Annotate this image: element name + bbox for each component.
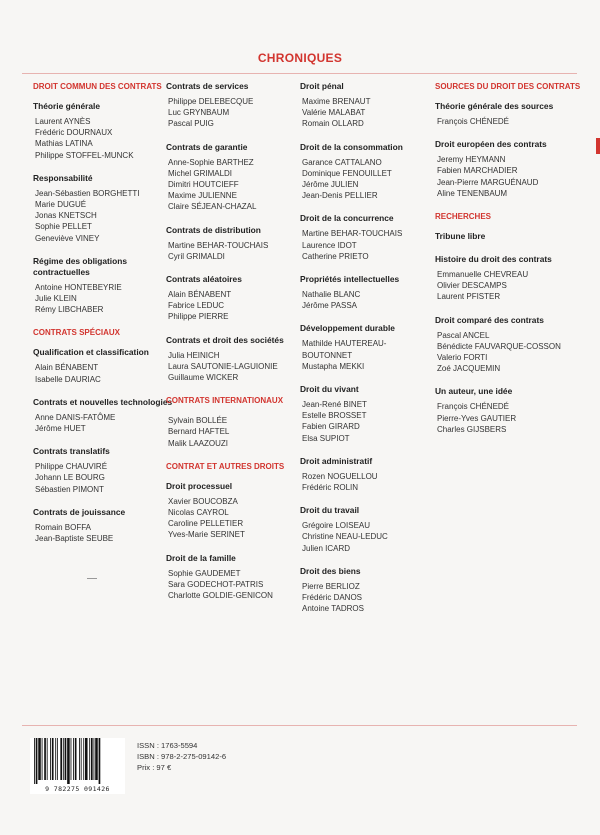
- subsection-heading: Droit du vivant: [300, 384, 359, 395]
- author-name: Estelle BROSSET: [302, 411, 367, 421]
- barcode-bar: [63, 738, 64, 780]
- author-name: François CHÉNEDÉ: [437, 402, 510, 412]
- author-name: Philippe CHAUVIRÉ: [35, 462, 108, 472]
- barcode-bar: [36, 738, 38, 784]
- barcode-bar: [65, 738, 67, 780]
- subsection-heading: Contrats et droit des sociétés: [166, 334, 284, 345]
- bottom-divider: [22, 725, 577, 726]
- author-name: Nicolas CAYROL: [168, 508, 229, 518]
- author-name: Maxime JULIENNE: [168, 191, 237, 201]
- barcode-bar: [99, 738, 101, 784]
- section-block: [435, 254, 585, 303]
- author-name: Rémy LIBCHABER: [35, 305, 104, 315]
- author-name: Valérie MALABAT: [302, 108, 366, 118]
- author-name: Philippe STOFFEL-MUNCK: [35, 150, 134, 160]
- barcode-bar: [73, 738, 74, 780]
- section-block: [300, 566, 450, 615]
- subsection-heading: Régime des obligations contractuelles: [33, 255, 128, 277]
- author-name: Sophie GAUDEMET: [168, 568, 241, 578]
- author-name: Antoine HONTEBEYRIE: [35, 282, 122, 292]
- author-name: Garance CATTALANO: [302, 157, 382, 167]
- barcode-bar: [50, 738, 51, 780]
- author-name: Marie DUGUÉ: [35, 200, 87, 210]
- barcode-bar: [85, 738, 88, 780]
- author-name: Charlotte GOLDIE-GENICON: [168, 591, 273, 601]
- author-name: Jean-Pierre MARGUÉNAUD: [437, 177, 539, 187]
- author-name: Jonas KNETSCH: [35, 211, 97, 221]
- edge-marker: [596, 138, 600, 154]
- section-heading: CONTRATS INTERNATIONAUX: [166, 396, 284, 406]
- author-name: Guillaume WICKER: [168, 373, 239, 383]
- section-block: [33, 397, 183, 434]
- subsection-heading: Tribune libre: [435, 231, 486, 242]
- author-name: Pierre BERLIOZ: [302, 581, 360, 591]
- subsection-heading: Qualification et classification: [33, 347, 149, 358]
- section-block: [33, 81, 183, 93]
- section-block: [166, 553, 316, 602]
- author-name: Malik LAAZOUZI: [168, 438, 229, 448]
- author-name: Maxime BRENAUT: [302, 97, 371, 106]
- author-name: Claire SÉJEAN-CHAZAL: [168, 202, 257, 212]
- isbn-text: ISBN : 978-2-275-09142-6: [137, 752, 227, 761]
- author-name: Cyril GRIMALDI: [168, 251, 225, 261]
- author-name: Jérôme JULIEN: [302, 180, 359, 190]
- author-name: Luc GRYNBAUM: [168, 108, 230, 118]
- author-name: Zoé JACQUEMIN: [437, 364, 501, 374]
- author-name: Xavier BOUCOBZA: [168, 496, 238, 506]
- author-name: Grégoire LOISEAU: [302, 521, 371, 531]
- author-name: Alain BÉNABENT: [35, 363, 99, 373]
- subsection-heading: Droit processuel: [166, 480, 233, 491]
- barcode-bar: [42, 738, 43, 780]
- author-name: Jean-Denis PELLIER: [302, 191, 378, 201]
- author-name: Sophie PELLET: [35, 222, 92, 232]
- author-name: Laura SAUTONIE-LAGUIONIE: [168, 361, 278, 371]
- subsection-heading: Responsabilité: [33, 172, 93, 183]
- author-name: Jean-René BINET: [302, 400, 367, 410]
- barcode-bar: [91, 738, 93, 780]
- barcode-bar: [34, 738, 35, 784]
- barcode-bar: [83, 738, 84, 780]
- subsection-heading: Droit de la consommation: [300, 141, 403, 152]
- section-block: [33, 101, 183, 161]
- barcode-bar: [47, 738, 48, 780]
- subsection-heading: Théorie générale des sources: [435, 101, 554, 111]
- author-name: Bénédicte FAUVARQUE-COSSON: [437, 341, 561, 351]
- subsection-heading: Contrats aléatoires: [166, 274, 242, 285]
- subsection-heading: Contrats translatifs: [33, 446, 110, 457]
- author-name: Valerio FORTI: [437, 353, 488, 363]
- author-name: Pascal PUIG: [168, 119, 214, 129]
- author-name: Bernard HAFTEL: [168, 427, 230, 437]
- section-block: [300, 456, 450, 493]
- author-name: Laurent AYNÈS: [35, 117, 91, 126]
- author-name: Mustapha MEKKI: [302, 361, 365, 371]
- section-block: [166, 481, 316, 541]
- barcode-bar: [38, 738, 41, 780]
- separator-dash: [87, 578, 97, 579]
- section-block: [33, 347, 183, 384]
- subsection-heading: Un auteur, une idée: [435, 386, 513, 397]
- column-3: [300, 81, 450, 626]
- section-block: [33, 256, 183, 316]
- author-name: Johann LE BOURG: [35, 473, 105, 483]
- author-name: Laurence IDOT: [302, 240, 357, 250]
- section-block: [300, 81, 450, 130]
- author-name: Sara GODECHOT-PATRIS: [168, 579, 264, 589]
- section-block: [300, 384, 450, 444]
- subsection-heading: Théorie générale: [33, 101, 101, 111]
- section-block: [300, 274, 450, 311]
- subsection-heading: Droit des biens: [300, 565, 361, 576]
- subsection-heading: Histoire du droit des contrats: [435, 254, 552, 265]
- barcode-bar: [89, 738, 90, 780]
- barcode-bar: [71, 738, 72, 780]
- section-block: [435, 139, 585, 199]
- author-name: Sylvain BOLLÉE: [168, 416, 228, 426]
- section-block: [435, 315, 585, 375]
- section-heading: RECHERCHES: [435, 212, 492, 222]
- barcode-bar: [60, 738, 62, 780]
- section-block: [300, 142, 450, 202]
- author-name: Caroline PELLETIER: [168, 519, 244, 529]
- author-name: BOUTONNET: [302, 350, 353, 360]
- section-block: [435, 231, 585, 242]
- author-name: Elsa SUPIOT: [302, 433, 350, 443]
- section-block: [435, 386, 585, 435]
- section-block: [166, 225, 316, 262]
- page-title: CHRONIQUES: [257, 51, 343, 65]
- column-4: [435, 81, 585, 447]
- section-heading: CONTRATS SPÉCIAUX: [33, 328, 120, 338]
- author-name: Frédéric DANOS: [302, 593, 363, 603]
- author-name: Nathalie BLANC: [302, 290, 361, 300]
- subsection-heading: Droit de la famille: [166, 552, 236, 563]
- section-heading: DROIT COMMUN DES CONTRATS: [33, 82, 162, 91]
- author-name: Michel GRIMALDI: [168, 168, 233, 178]
- section-block: [300, 505, 450, 554]
- barcode-bar: [67, 738, 70, 784]
- author-name: Jean-Sébastien BORGHETTI: [35, 188, 140, 198]
- column-2: [166, 81, 316, 613]
- author-name: Yves-Marie SERINET: [168, 530, 245, 540]
- author-name: Mathilde HAUTEREAU-: [302, 339, 387, 349]
- section-block: [33, 173, 183, 244]
- author-name: Philippe DELEBECQUE: [168, 97, 254, 106]
- section-block: [166, 461, 316, 473]
- author-name: Christine NEAU-LEDUC: [302, 532, 388, 542]
- section-block: [435, 211, 585, 223]
- issn-text: ISSN : 1763-5594: [137, 741, 198, 750]
- author-name: Jérôme PASSA: [302, 301, 357, 311]
- barcode-bar: [75, 738, 77, 780]
- barcode-bar: [81, 738, 82, 780]
- top-divider: [22, 73, 577, 74]
- section-block: [33, 327, 183, 339]
- author-name: Alain BÉNABENT: [168, 290, 232, 300]
- subsection-heading: Droit pénal: [300, 81, 344, 91]
- section-block: [166, 335, 316, 384]
- author-name: Pascal ANCEL: [437, 330, 490, 340]
- author-name: Emmanuelle CHEVREAU: [437, 270, 529, 280]
- author-name: Frédéric ROLIN: [302, 483, 359, 493]
- subsection-heading: Propriétés intellectuelles: [300, 274, 400, 285]
- barcode-bar: [57, 738, 58, 780]
- author-name: Martine BEHAR-TOUCHAIS: [168, 240, 269, 250]
- price-text: Prix : 97 €: [137, 763, 172, 772]
- author-name: Rozen NOGUELLOU: [302, 471, 378, 481]
- author-name: Jérôme HUET: [35, 424, 86, 434]
- author-name: Anne-Sophie BARTHEZ: [168, 157, 254, 167]
- author-name: Martine BEHAR-TOUCHAIS: [302, 229, 403, 239]
- author-name: François CHÉNEDÉ: [437, 117, 510, 126]
- subsection-heading: Contrats de services: [166, 81, 249, 91]
- author-name: Dimitri HOUTCIEFF: [168, 180, 239, 190]
- author-name: Jeremy HEYMANN: [437, 155, 506, 165]
- subsection-heading: Contrats de distribution: [166, 224, 261, 235]
- author-name: Julien ICARD: [302, 543, 351, 553]
- section-block: [166, 81, 316, 130]
- subsection-heading: Droit du travail: [300, 505, 360, 516]
- subsection-heading: Droit européen des contrats: [435, 139, 547, 150]
- section-block: [300, 323, 450, 372]
- author-name: Fabien GIRARD: [302, 422, 360, 432]
- author-name: Julie KLEIN: [35, 294, 77, 304]
- author-name: Antoine TADROS: [302, 604, 364, 614]
- barcode-bars: [32, 738, 123, 784]
- barcode-bar: [52, 738, 54, 780]
- subsection-heading: Contrats de jouissance: [33, 506, 126, 517]
- author-name: Romain OLLARD: [302, 119, 364, 129]
- author-name: Frédéric DOURNAUX: [35, 128, 113, 138]
- barcode-bar: [55, 738, 56, 780]
- publication-info: [137, 740, 226, 773]
- barcode-bar: [44, 738, 46, 780]
- author-name: Geneviève VINEY: [35, 233, 100, 243]
- author-name: Pierre-Yves GAUTIER: [437, 413, 517, 423]
- author-name: Laurent PFISTER: [437, 292, 501, 302]
- subsection-heading: Droit de la concurrence: [300, 213, 394, 224]
- author-name: Fabien MARCHADIER: [437, 166, 518, 176]
- section-block: [435, 81, 585, 93]
- section-heading: SOURCES DU DROIT DES CONTRATS: [435, 82, 581, 91]
- subsection-heading: Droit administratif: [300, 455, 373, 466]
- author-name: Mathias LATINA: [35, 139, 93, 149]
- barcode-bar: [94, 738, 95, 780]
- author-name: Romain BOFFA: [35, 522, 92, 532]
- author-name: Jean-Baptiste SEUBE: [35, 534, 114, 544]
- section-heading: CONTRAT ET AUTRES DROITS: [166, 461, 285, 471]
- author-name: Dominique FENOUILLET: [302, 168, 392, 178]
- section-block: [435, 101, 585, 127]
- barcode: [30, 738, 125, 794]
- author-name: Aline TENENBAUM: [437, 188, 508, 198]
- section-block: [33, 507, 183, 544]
- author-name: Philippe PIERRE: [168, 312, 229, 322]
- subsection-heading: Contrats et nouvelles technologies: [33, 396, 173, 407]
- author-name: Catherine PRIETO: [302, 251, 369, 261]
- section-block: [166, 395, 316, 449]
- barcode-bar: [95, 738, 98, 780]
- barcode-bar: [79, 738, 80, 780]
- author-name: Charles GIJSBERS: [437, 424, 507, 434]
- section-block: [166, 142, 316, 213]
- section-block: [300, 213, 450, 262]
- barcode-digits: 9 782275 091426: [45, 785, 110, 793]
- subsection-heading: Contrats de garantie: [166, 141, 248, 152]
- author-name: Anne DANIS-FATÔME: [35, 412, 116, 422]
- author-name: Julia HEINICH: [168, 350, 220, 360]
- author-name: Sébastien PIMONT: [35, 484, 104, 494]
- section-block: [33, 446, 183, 495]
- author-name: Isabelle DAURIAC: [35, 374, 101, 384]
- subsection-heading: Développement durable: [300, 323, 395, 334]
- section-block: [166, 274, 316, 323]
- author-name: Fabrice LEDUC: [168, 301, 225, 311]
- author-name: Olivier DESCAMPS: [437, 281, 507, 291]
- column-1: [33, 81, 183, 556]
- subsection-heading: Droit comparé des contrats: [435, 314, 544, 325]
